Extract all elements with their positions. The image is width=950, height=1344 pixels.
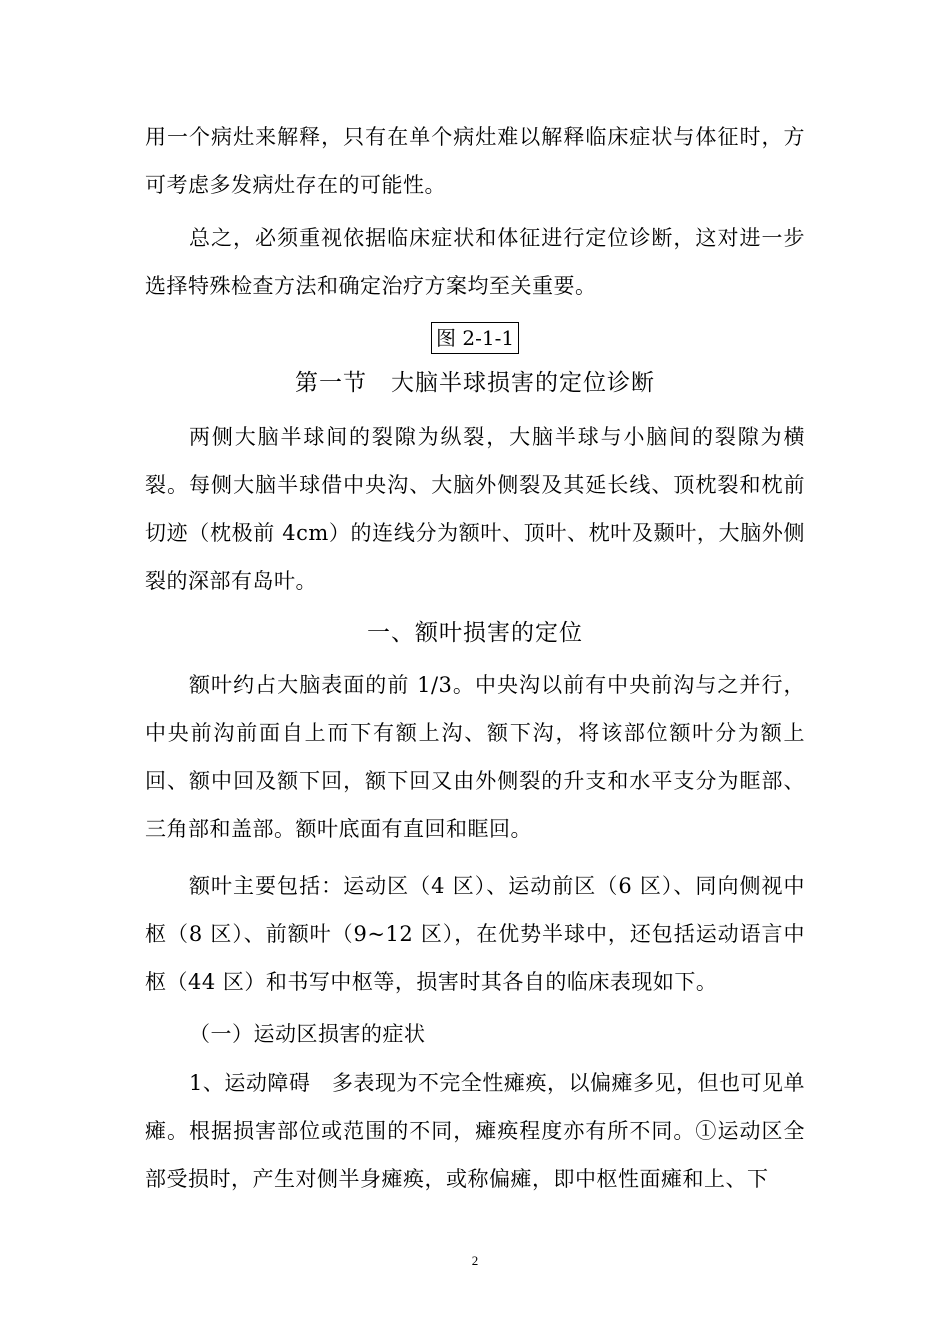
paragraph-cerebral-hemispheres [145,413,805,605]
paragraph-continuation [145,113,805,209]
paragraph-text: 用一个病灶来解释，只有在单个病灶难以解释临床症状与体征时，方可考虑多发病灶存在的可能性。 [145,125,805,197]
paragraph-text: 额叶约占大脑表面的前 1/3。中央沟以前有中央前沟与之并行，中央前沟前面自上而下有额上沟、额下沟，将该部位额叶分为额上回、额中回及额下回，额下回又由外侧裂的升支和水平支分为眶部、三角部和盖部。额叶底面有直回和眶回。 [145,673,805,841]
paragraph-text: 额叶主要包括：运动区（4 区）、运动前区（6 区）、同向侧视中枢（8 区）、前额叶（9~12 区），在优势半球中，还包括运动语言中枢（44 区）和书写中枢等，损害时其各自的临床表现如下。 [145,874,805,994]
paragraph-subheading [145,1010,805,1058]
paragraph-text: 两侧大脑半球间的裂隙为纵裂，大脑半球与小脑间的裂隙为横裂。每侧大脑半球借中央沟、大脑外侧裂及其延长线、顶枕裂和枕前切迹（枕极前 4cm）的连线分为额叶、顶叶、枕叶及颞叶，大脑外侧裂的深部有岛叶。 [145,425,805,593]
subsection-heading: 一、额叶损害的定位 [367,620,583,646]
paragraph-text: （一）运动区损害的症状 [189,1022,426,1046]
page-number: 2 [471,1253,479,1268]
section-heading: 第一节 大脑半球损害的定位诊断 [295,370,655,396]
paragraph-frontal-lobe [145,661,805,853]
paragraph-motor-disorder [145,1059,805,1203]
paragraph-summary [145,214,805,310]
paragraph-text: 总之，必须重视依据临床症状和体征进行定位诊断，这对进一步选择特殊检查方法和确定治疗方案均至关重要。 [145,226,805,298]
paragraph-text: 1、运动障碍 多表现为不完全性瘫痪，以偏瘫多见，但也可见单瘫。根据损害部位或范围的不同，瘫痪程度亦有所不同。①运动区全部受损时，产生对侧半身瘫痪，或称偏瘫，即中枢性面瘫和上、下 [145,1071,805,1191]
figure-label: 图 2-1-1 [431,322,519,354]
paragraph-frontal-areas [145,862,805,1006]
